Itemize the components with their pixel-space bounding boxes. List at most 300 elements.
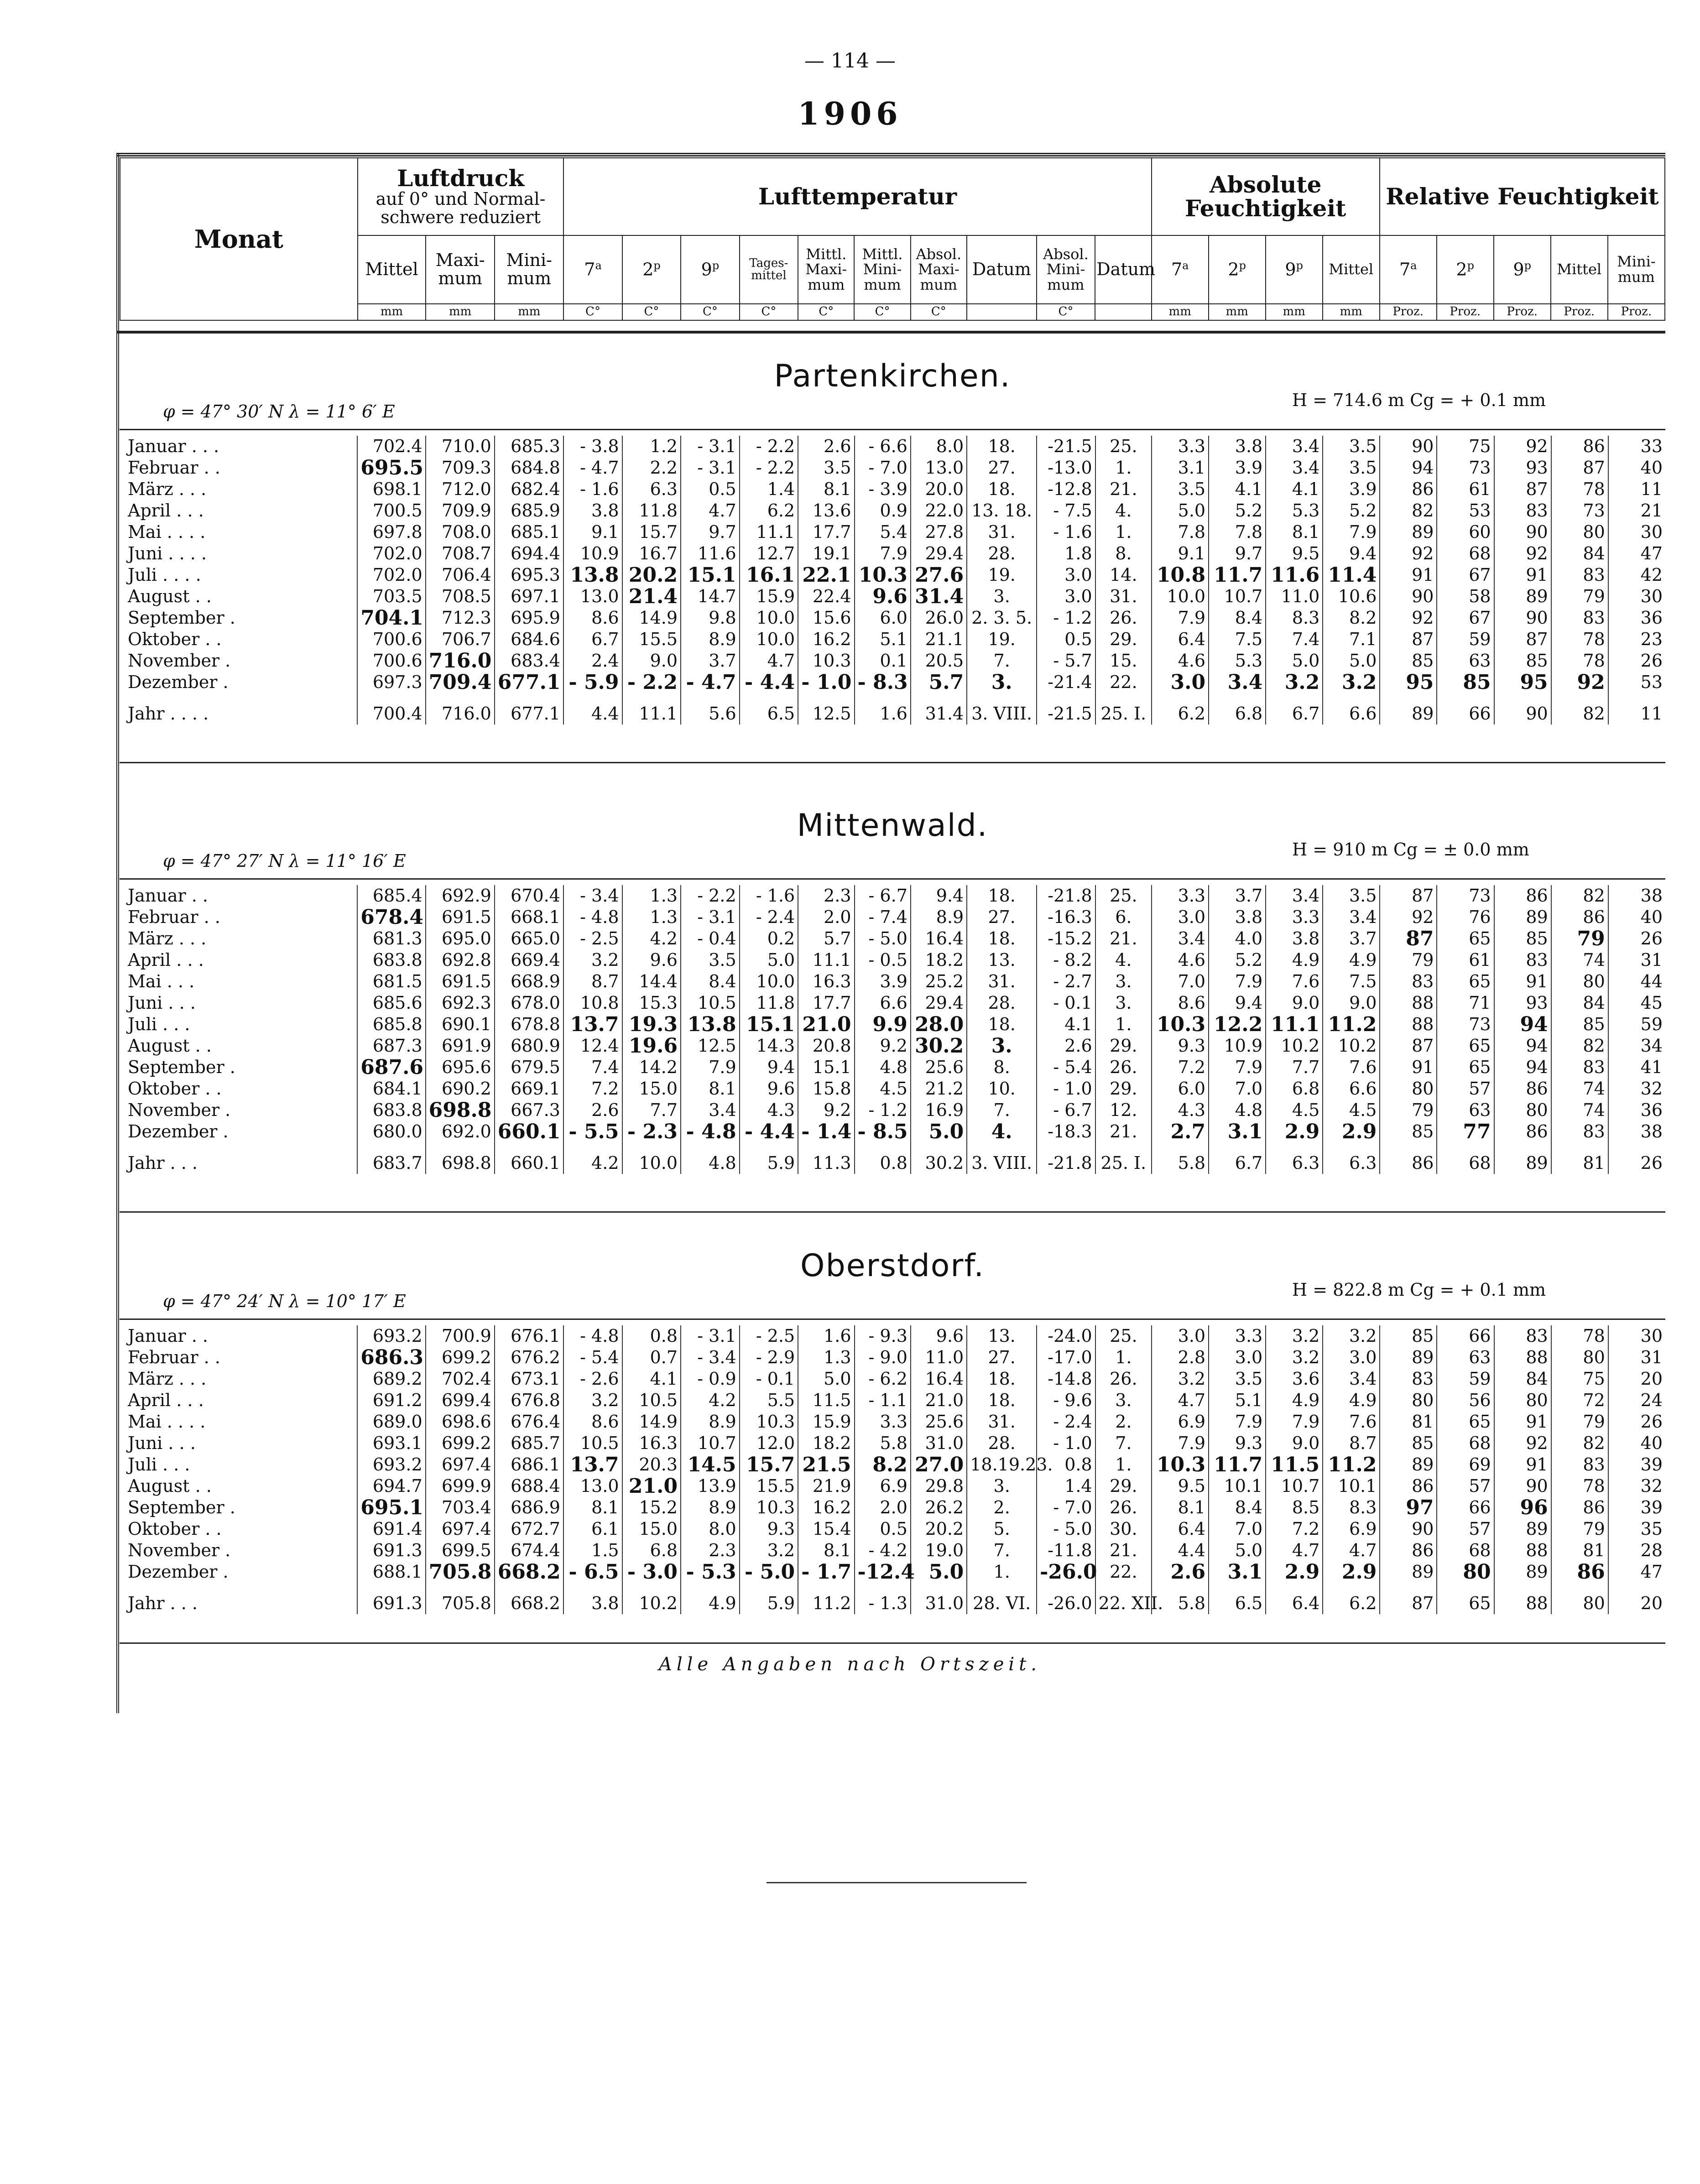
month-cell: Juli . . .	[128, 1454, 190, 1475]
value-cell: 91	[1380, 564, 1437, 586]
value-cell: 702.4	[426, 1368, 495, 1390]
value-cell: 74	[1551, 1078, 1608, 1100]
value-cell: 3.5	[1323, 885, 1380, 907]
value-cell: 82	[1551, 885, 1608, 907]
value-cell: 702.0	[357, 564, 425, 586]
value-cell: - 5.0	[740, 1561, 798, 1583]
table-row	[120, 457, 1665, 479]
value-cell: 15.6	[798, 607, 854, 629]
page-year: 1906	[798, 96, 902, 132]
value-cell: 678.8	[495, 1014, 563, 1035]
month-cell: August . .	[128, 1036, 212, 1056]
value-cell: 85	[1551, 1014, 1608, 1035]
table-row	[120, 1347, 1665, 1368]
col-lt-2p: 2$^p$	[622, 235, 681, 304]
table-row	[120, 1078, 1665, 1100]
table-row	[120, 500, 1665, 521]
value-cell: - 0.1	[740, 1368, 798, 1390]
value-cell: 92	[1494, 436, 1551, 457]
value-cell: 695.0	[426, 928, 495, 949]
unit-cell: mm	[358, 304, 426, 320]
table-row	[120, 1540, 1665, 1561]
value-cell: 8.3	[1323, 1497, 1380, 1518]
table-row	[120, 1475, 1665, 1497]
month-cell: Oktober . .	[128, 1519, 222, 1539]
value-cell: 21.0	[622, 1475, 681, 1497]
value-cell: 58	[1437, 586, 1494, 607]
value-cell: 3.	[1095, 1390, 1152, 1411]
value-cell: 18.	[967, 479, 1037, 500]
value-cell: 2.9	[1323, 1121, 1380, 1142]
unit-cell: mm	[495, 304, 563, 320]
value-cell: 83	[1551, 1057, 1608, 1078]
value-cell: 3.5	[681, 949, 740, 971]
value-cell: - 5.4	[1037, 1057, 1095, 1078]
value-cell: 10.9	[563, 543, 622, 564]
value-cell: 668.1	[495, 907, 563, 928]
value-cell: - 2.2	[622, 672, 681, 693]
value-cell: 86	[1380, 1475, 1437, 1497]
value-cell: 695.3	[495, 564, 563, 586]
value-cell: 3.2	[1266, 1325, 1323, 1347]
value-cell: 14.4	[622, 971, 681, 992]
station-top-rule	[120, 429, 1665, 430]
value-cell: 59	[1608, 1014, 1665, 1035]
value-cell: 4.5	[1323, 1100, 1380, 1121]
value-cell: 78	[1551, 629, 1608, 650]
value-cell: 5.8	[855, 1433, 911, 1454]
unit-cell: C°	[681, 304, 739, 320]
value-cell: 8.9	[911, 907, 967, 928]
value-cell: 36	[1608, 607, 1665, 629]
value-cell: - 4.4	[740, 672, 798, 693]
value-cell: 6.7	[1266, 693, 1323, 725]
value-cell: 8.6	[1152, 992, 1209, 1014]
value-cell: 83	[1494, 500, 1551, 521]
value-cell: 14.	[1095, 564, 1152, 586]
value-cell: 10.1	[1323, 1475, 1380, 1497]
value-cell: 2.6	[1037, 1035, 1095, 1057]
value-cell: -13.0	[1037, 457, 1095, 479]
value-cell: 38	[1608, 885, 1665, 907]
value-cell: 29.4	[911, 992, 967, 1014]
table-row	[120, 928, 1665, 949]
table-row	[120, 1121, 1665, 1142]
value-cell: 57	[1437, 1475, 1494, 1497]
value-cell: 3.0	[1323, 1347, 1380, 1368]
value-cell: 10.3	[855, 564, 911, 586]
value-cell: 709.4	[426, 672, 495, 693]
month-cell: März . . .	[128, 479, 207, 499]
value-cell: 5.8	[1152, 1583, 1209, 1614]
table-row	[120, 907, 1665, 928]
table-row	[120, 650, 1665, 672]
value-cell: 30.2	[911, 1142, 967, 1174]
station-bottom-rule	[120, 1211, 1665, 1213]
value-cell: 669.1	[495, 1078, 563, 1100]
value-cell: 668.2	[495, 1583, 563, 1614]
value-cell: 6.4	[1152, 1518, 1209, 1540]
value-cell: 23	[1608, 629, 1665, 650]
value-cell: 53	[1437, 500, 1494, 521]
value-cell: 31.4	[911, 693, 967, 725]
value-cell: -17.0	[1037, 1347, 1095, 1368]
value-cell: 5.2	[1323, 500, 1380, 521]
value-cell: 26.	[1095, 607, 1152, 629]
station-table	[120, 436, 1665, 725]
value-cell: 11.7	[1209, 1454, 1266, 1475]
value-cell: - 2.5	[740, 1325, 798, 1347]
value-cell: 83	[1494, 949, 1551, 971]
value-cell: 699.5	[426, 1540, 495, 1561]
value-cell: 87	[1494, 629, 1551, 650]
value-cell: 2. 3. 5.	[967, 607, 1037, 629]
value-cell: 81	[1380, 1411, 1437, 1433]
value-cell: 8.9	[681, 1497, 740, 1518]
value-cell: - 5.9	[563, 672, 622, 693]
value-cell: 685.7	[495, 1433, 563, 1454]
value-cell: 89	[1494, 907, 1551, 928]
value-cell: 7.6	[1266, 971, 1323, 992]
value-cell: 19.1	[798, 543, 854, 564]
value-cell: 11.2	[1323, 1454, 1380, 1475]
value-cell: 96	[1494, 1497, 1551, 1518]
value-cell: - 5.3	[681, 1561, 740, 1583]
value-cell: 683.8	[357, 1100, 425, 1121]
value-cell: 21.	[1095, 928, 1152, 949]
value-cell: 21.9	[798, 1475, 854, 1497]
value-cell: 27.	[967, 907, 1037, 928]
value-cell: 3.1	[1152, 457, 1209, 479]
value-cell: 716.0	[426, 693, 495, 725]
value-cell: 679.5	[495, 1057, 563, 1078]
value-cell: 3. VIII.	[967, 1142, 1037, 1174]
value-cell: 3.8	[563, 1583, 622, 1614]
value-cell: 16.7	[622, 543, 681, 564]
value-cell: 7.	[967, 650, 1037, 672]
value-cell: 22.1	[798, 564, 854, 586]
value-cell: 5.2	[1209, 500, 1266, 521]
value-cell: 15.0	[622, 1078, 681, 1100]
value-cell: 17.7	[798, 521, 854, 543]
value-cell: 709.3	[426, 457, 495, 479]
col-lt-9p: 9$^p$	[681, 235, 739, 304]
value-cell: 20.2	[911, 1518, 967, 1540]
value-cell: 20.0	[911, 479, 967, 500]
value-cell: 36	[1608, 1100, 1665, 1121]
value-cell: 20	[1608, 1583, 1665, 1614]
value-cell: 3.5	[1152, 479, 1209, 500]
value-cell: 21.0	[911, 1390, 967, 1411]
value-cell: - 2.7	[1037, 971, 1095, 992]
value-cell: 31.	[967, 971, 1037, 992]
value-cell: 692.0	[426, 1121, 495, 1142]
value-cell: 1.5	[563, 1540, 622, 1561]
value-cell: 3.4	[1266, 457, 1323, 479]
value-cell: 9.9	[855, 1014, 911, 1035]
value-cell: 73	[1437, 1014, 1494, 1035]
value-cell: 697.3	[357, 672, 425, 693]
station-table	[120, 885, 1665, 1174]
month-cell: April . . .	[128, 950, 204, 970]
value-cell: 32	[1608, 1078, 1665, 1100]
value-cell: 89	[1494, 586, 1551, 607]
month-cell: Mai . . .	[128, 971, 195, 991]
unit-cell: C°	[911, 304, 967, 320]
value-cell: 4.1	[1037, 1014, 1095, 1035]
value-cell: - 1.3	[855, 1583, 911, 1614]
value-cell: 1.	[1095, 1347, 1152, 1368]
value-cell: 10.0	[1152, 586, 1209, 607]
value-cell: 4.2	[563, 1142, 622, 1174]
value-cell: 7.0	[1152, 971, 1209, 992]
value-cell: 3.3	[1266, 907, 1323, 928]
value-cell: 705.8	[426, 1561, 495, 1583]
value-cell: 89	[1494, 1561, 1551, 1583]
value-cell: 19.	[967, 629, 1037, 650]
value-cell: 4.8	[855, 1057, 911, 1078]
value-cell: 2.6	[798, 436, 854, 457]
station-height: H = 910 m Cg = ± 0.0 mm	[1292, 839, 1529, 860]
value-cell: - 7.5	[1037, 500, 1095, 521]
value-cell: 1.	[1095, 1454, 1152, 1475]
table-row	[120, 1368, 1665, 1390]
value-cell: 676.8	[495, 1390, 563, 1411]
value-cell: 15.7	[740, 1454, 798, 1475]
value-cell: 16.1	[740, 564, 798, 586]
value-cell: 7.1	[1323, 629, 1380, 650]
value-cell: - 7.0	[1037, 1497, 1095, 1518]
table-row	[120, 543, 1665, 564]
column-header	[120, 157, 1665, 321]
header-monat: Monat	[120, 158, 358, 320]
station-table	[120, 1325, 1665, 1614]
value-cell: 9.1	[563, 521, 622, 543]
value-cell: 44	[1608, 971, 1665, 992]
value-cell: 7.9	[1152, 1433, 1209, 1454]
value-cell: - 8.3	[855, 672, 911, 693]
value-cell: 68	[1437, 1142, 1494, 1174]
value-cell: 13.7	[563, 1014, 622, 1035]
value-cell: 4.1	[622, 1368, 681, 1390]
value-cell: 691.5	[426, 907, 495, 928]
value-cell: 93	[1494, 457, 1551, 479]
value-cell: 9.3	[1209, 1433, 1266, 1454]
value-cell: 10.1	[1209, 1475, 1266, 1497]
value-cell: 3.9	[855, 971, 911, 992]
value-cell: 68	[1437, 1540, 1494, 1561]
value-cell: 7.0	[1209, 1078, 1266, 1100]
table-row	[120, 992, 1665, 1014]
value-cell: 3.4	[1152, 928, 1209, 949]
value-cell: 4.	[967, 1121, 1037, 1142]
value-cell: - 5.4	[563, 1347, 622, 1368]
value-cell: 2.2	[622, 457, 681, 479]
value-cell: 3.8	[563, 500, 622, 521]
value-cell: 92	[1494, 1433, 1551, 1454]
table-row	[120, 1014, 1665, 1035]
table-row	[120, 607, 1665, 629]
value-cell: 28.	[967, 992, 1037, 1014]
value-cell: 42	[1608, 564, 1665, 586]
value-cell: 14.2	[622, 1057, 681, 1078]
value-cell: 8.1	[681, 1078, 740, 1100]
value-cell: 4.3	[1152, 1100, 1209, 1121]
value-cell: 80	[1494, 1390, 1551, 1411]
value-cell: 30.2	[911, 1035, 967, 1057]
value-cell: 90	[1380, 586, 1437, 607]
value-cell: 9.7	[1209, 543, 1266, 564]
value-cell: 65	[1437, 1411, 1494, 1433]
value-cell: 1.	[967, 1561, 1037, 1583]
unit-cell: C°	[1037, 304, 1095, 320]
value-cell: 4.5	[855, 1078, 911, 1100]
value-cell: - 4.4	[740, 1121, 798, 1142]
month-cell: November .	[128, 1100, 231, 1120]
value-cell: 3.4	[1266, 885, 1323, 907]
value-cell: 31.	[967, 1411, 1037, 1433]
unit-cell: Proz.	[1437, 304, 1494, 320]
value-cell: 3.0	[1037, 586, 1095, 607]
value-cell: 3.1	[1209, 1121, 1266, 1142]
value-cell: 8.4	[1209, 607, 1266, 629]
value-cell: 0.5	[1037, 629, 1095, 650]
value-cell: 28.	[967, 543, 1037, 564]
value-cell: 3.5	[1209, 1368, 1266, 1390]
value-cell: 85	[1437, 672, 1494, 693]
value-cell: 13.7	[563, 1454, 622, 1475]
station-name: Partenkirchen.	[774, 358, 1011, 394]
value-cell: 3.0	[1152, 1325, 1209, 1347]
value-cell: 86	[1494, 1078, 1551, 1100]
value-cell: 40	[1608, 1433, 1665, 1454]
value-cell: 65	[1437, 1035, 1494, 1057]
value-cell: 86	[1551, 436, 1608, 457]
value-cell: 71	[1437, 992, 1494, 1014]
value-cell: 13.6	[798, 500, 854, 521]
value-cell: 0.8	[622, 1325, 681, 1347]
value-cell: 9.8	[681, 607, 740, 629]
value-cell: 11.8	[740, 992, 798, 1014]
value-cell: 5.1	[1209, 1390, 1266, 1411]
value-cell: 19.6	[622, 1035, 681, 1057]
value-cell: 7.9	[1209, 1411, 1266, 1433]
value-cell: 3.8	[1209, 907, 1266, 928]
value-cell: - 1.1	[855, 1390, 911, 1411]
value-cell: 4.4	[563, 693, 622, 725]
value-cell: 684.6	[495, 629, 563, 650]
col-lt-7a: 7$^a$	[563, 235, 622, 304]
value-cell: 11.1	[1266, 1014, 1323, 1035]
value-cell: 4.7	[1152, 1390, 1209, 1411]
value-cell: 3.2	[740, 1540, 798, 1561]
col-ld-max: Maxi-mum	[426, 235, 495, 304]
value-cell: 11.5	[798, 1390, 854, 1411]
value-cell: 676.1	[495, 1325, 563, 1347]
value-cell: 90	[1494, 693, 1551, 725]
value-cell: 676.4	[495, 1411, 563, 1433]
value-cell: 700.9	[426, 1325, 495, 1347]
month-cell: Juni . . .	[128, 1433, 196, 1453]
value-cell: 86	[1551, 907, 1608, 928]
value-cell: 33	[1608, 436, 1665, 457]
value-cell: 704.1	[357, 607, 425, 629]
value-cell: 1.	[1095, 457, 1152, 479]
month-cell: Juli . . . .	[128, 565, 201, 585]
table-row	[120, 1497, 1665, 1518]
value-cell: 20.5	[911, 650, 967, 672]
value-cell: 1.6	[798, 1325, 854, 1347]
value-cell: 8.	[1095, 543, 1152, 564]
value-cell: 92	[1494, 543, 1551, 564]
value-cell: 22.0	[911, 500, 967, 521]
station-name: Mittenwald.	[797, 808, 988, 844]
station-top-rule	[120, 1319, 1665, 1320]
value-cell: 6.0	[855, 607, 911, 629]
value-cell: 86	[1494, 885, 1551, 907]
value-cell: 83	[1551, 1454, 1608, 1475]
value-cell: 8.1	[563, 1497, 622, 1518]
value-cell: 9.3	[1152, 1035, 1209, 1057]
value-cell: 4.9	[1266, 1390, 1323, 1411]
value-cell: 8.0	[681, 1518, 740, 1540]
value-cell: 87	[1380, 1035, 1437, 1057]
value-cell: 13.8	[563, 564, 622, 586]
station-top-rule	[120, 878, 1665, 880]
value-cell: -21.5	[1037, 693, 1095, 725]
luftdruck-title: Luftdruck	[397, 164, 524, 192]
value-cell: 16.9	[911, 1100, 967, 1121]
value-cell: 3.2	[1323, 1325, 1380, 1347]
value-cell: 29.	[1095, 629, 1152, 650]
value-cell: 691.9	[426, 1035, 495, 1057]
value-cell: 2.	[1095, 1411, 1152, 1433]
value-cell: 702.0	[357, 543, 425, 564]
value-cell: 25. I.	[1095, 1142, 1152, 1174]
month-cell: Dezember .	[128, 1562, 229, 1582]
value-cell: 5.2	[1209, 949, 1266, 971]
value-cell: 75	[1551, 1368, 1608, 1390]
value-cell: 13.0	[911, 457, 967, 479]
value-cell: - 2.3	[622, 1121, 681, 1142]
month-cell: Mai . . . .	[128, 522, 206, 542]
value-cell: 700.6	[357, 650, 425, 672]
month-cell: November .	[128, 1540, 231, 1560]
value-cell: 86	[1380, 1142, 1437, 1174]
value-cell: 702.4	[357, 436, 425, 457]
value-cell: 79	[1380, 1100, 1437, 1121]
value-cell: 678.0	[495, 992, 563, 1014]
value-cell: 16.3	[622, 1433, 681, 1454]
value-cell: 11.4	[1323, 564, 1380, 586]
value-cell: -16.3	[1037, 907, 1095, 928]
value-cell: 38	[1608, 1121, 1665, 1142]
value-cell: 15.2	[622, 1497, 681, 1518]
value-cell: 6.8	[622, 1540, 681, 1561]
value-cell: 2.9	[1266, 1121, 1323, 1142]
value-cell: 700.4	[357, 693, 425, 725]
value-cell: - 6.6	[855, 436, 911, 457]
value-cell: 68	[1437, 1433, 1494, 1454]
value-cell: 86	[1380, 479, 1437, 500]
value-cell: 10.9	[1209, 1035, 1266, 1057]
value-cell: 82	[1380, 500, 1437, 521]
value-cell: 76	[1437, 907, 1494, 928]
value-cell: 10.0	[622, 1142, 681, 1174]
value-cell: 11.1	[740, 521, 798, 543]
value-cell: 684.8	[495, 457, 563, 479]
value-cell: 79	[1380, 949, 1437, 971]
